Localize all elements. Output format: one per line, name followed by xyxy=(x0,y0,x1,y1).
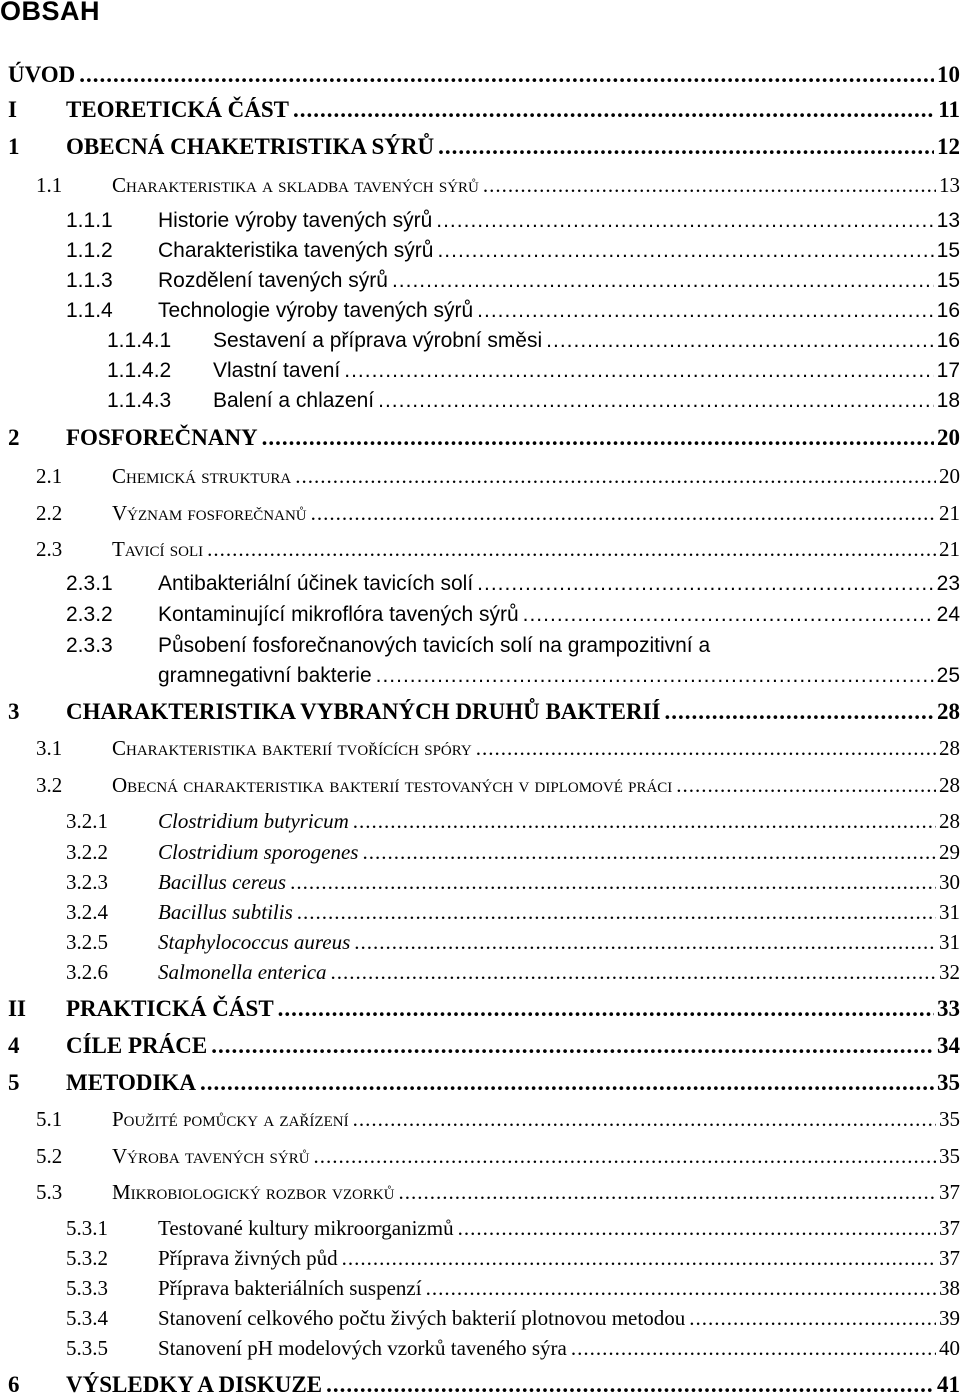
toc-entry-title: METODIKA xyxy=(66,1070,196,1095)
toc-entry[interactable] xyxy=(0,206,960,236)
toc-leader-dots xyxy=(211,1031,934,1061)
toc-page-number: 40 xyxy=(939,1336,960,1360)
toc-entry-number: 1.1.4.2 xyxy=(107,359,172,382)
toc-leader-dots xyxy=(399,1177,936,1207)
toc-entry-number: 3.1 xyxy=(36,736,63,760)
toc-entry-title: Výroba tavených sýrů xyxy=(112,1144,310,1168)
toc-entry-number: 2 xyxy=(8,425,20,450)
toc-entry[interactable] xyxy=(0,266,960,296)
toc-page-number: 24 xyxy=(936,603,960,626)
toc-entry[interactable] xyxy=(0,837,960,867)
toc-entry[interactable] xyxy=(0,60,960,90)
toc-entry-title: Použité pomůcky a zařízení xyxy=(112,1107,349,1131)
toc-page-number: 29 xyxy=(939,840,960,864)
toc-entry-title: CHARAKTERISTIKA VYBRANÝCH DRUHŮ BAKTERIÍ xyxy=(66,699,661,724)
toc-page-number: 37 xyxy=(939,1180,960,1204)
toc-entry-title: Obecná charakteristika bakterií testovaných v diplomové práci xyxy=(112,773,673,797)
toc-page-number: 28 xyxy=(939,809,960,833)
toc-entry[interactable] xyxy=(0,957,960,987)
toc-entry[interactable] xyxy=(0,569,960,599)
toc-entry-title: Charakteristika a skladba tavených sýrů xyxy=(112,173,479,197)
toc-entry[interactable] xyxy=(0,1243,960,1273)
toc-entry-title: Příprava bakteriálních suspenzí xyxy=(158,1276,422,1300)
toc-entry-title: OBECNÁ CHAKETRISTIKA SÝRŮ xyxy=(66,134,435,159)
toc-entry[interactable] xyxy=(0,326,960,356)
toc-entry[interactable] xyxy=(0,697,960,727)
toc-leader-dots xyxy=(476,733,936,763)
toc-entry[interactable] xyxy=(0,386,960,416)
toc-entry[interactable] xyxy=(0,1141,960,1171)
toc-entry-number: 3.2.4 xyxy=(66,900,108,924)
toc-entry[interactable] xyxy=(0,1333,960,1363)
toc-leader-dots xyxy=(207,534,936,564)
toc-page-number: 16 xyxy=(936,299,960,322)
toc-page-number: 31 xyxy=(939,900,960,924)
toc-leader-dots xyxy=(571,1333,936,1363)
toc-entry[interactable] xyxy=(0,170,960,200)
toc-entry[interactable] xyxy=(0,423,960,453)
toc-entry-title: Salmonella enterica xyxy=(158,960,327,984)
toc-page-number: 32 xyxy=(939,960,960,984)
toc-leader-dots xyxy=(311,498,936,528)
toc-page-number: 28 xyxy=(937,699,960,724)
toc-entry-title: Balení a chlazení xyxy=(213,389,375,412)
toc-entry-number: 5.1 xyxy=(36,1107,63,1131)
toc-entry-number: 5 xyxy=(8,1070,20,1095)
toc-entry-number: 3.2.1 xyxy=(66,809,108,833)
toc-entry-title: Příprava živných půd xyxy=(158,1246,338,1270)
toc-entry-title: Staphylococcus aureus xyxy=(158,930,351,954)
toc-entry[interactable] xyxy=(0,95,960,125)
toc-page-number: 20 xyxy=(939,464,960,488)
toc-entry-number: 5.2 xyxy=(36,1144,63,1168)
toc-entry-number: 2.1 xyxy=(36,464,63,488)
toc-page-number: 17 xyxy=(936,359,960,382)
toc-entry-number: 1.1.4.1 xyxy=(107,329,172,352)
toc-entry-title: TEORETICKÁ ČÁST xyxy=(66,97,290,122)
toc-leader-dots xyxy=(353,806,936,836)
toc-entry-number: 2.3 xyxy=(36,537,63,561)
toc-leader-dots xyxy=(297,897,936,927)
toc-leader-dots xyxy=(438,132,934,162)
toc-entry-title: Testované kultury mikroorganizmů xyxy=(158,1216,454,1240)
toc-leader-dots xyxy=(353,1104,936,1134)
toc-page-number: 21 xyxy=(939,501,960,525)
toc-entry-title: Bacillus cereus xyxy=(158,870,287,894)
toc-entry-number: 5.3.5 xyxy=(66,1336,108,1360)
toc-entry-number: 1.1.2 xyxy=(66,239,113,262)
toc-entry[interactable] xyxy=(0,994,960,1024)
toc-page-number: 35 xyxy=(939,1144,960,1168)
toc-page-number: 30 xyxy=(939,870,960,894)
toc-entry-number: 1.1.3 xyxy=(66,269,113,292)
toc-entry-number: 5.3.3 xyxy=(66,1276,108,1300)
toc-leader-dots xyxy=(458,1213,936,1243)
toc-leader-dots xyxy=(437,236,933,266)
toc-entry-number: 1.1.1 xyxy=(66,209,113,232)
toc-entry-title: Antibakteriální účinek tavicích solí xyxy=(158,572,474,595)
toc-entry-title: Stanovení pH modelových vzorků taveného sýra xyxy=(158,1336,567,1360)
toc-leader-dots xyxy=(314,1141,936,1171)
toc-entry-number: 1.1 xyxy=(36,173,63,197)
toc-entry-number: 1.1.4 xyxy=(66,299,113,322)
toc-entry-title: Mikrobiologický rozbor vzorků xyxy=(112,1180,395,1204)
toc-entry-number: 3 xyxy=(8,699,20,724)
toc-entry[interactable] xyxy=(0,461,960,491)
toc-entry[interactable] xyxy=(0,1303,960,1333)
toc-leader-dots xyxy=(676,770,936,800)
toc-entry-title: Bacillus subtilis xyxy=(158,900,293,924)
toc-page-number: 23 xyxy=(936,572,960,595)
toc-page-number: 28 xyxy=(939,736,960,760)
toc-page-number: 35 xyxy=(937,1070,960,1095)
toc-leader-dots xyxy=(342,1243,936,1273)
toc-page-number: 21 xyxy=(939,537,960,561)
toc-entry[interactable] xyxy=(0,132,960,162)
toc-entry-title: Rozdělení tavených sýrů xyxy=(158,269,388,292)
toc-entry-title: Tavicí soli xyxy=(112,537,204,561)
toc-entry-title: FOSFOREČNANY xyxy=(66,425,258,450)
toc-entry[interactable] xyxy=(0,236,960,266)
toc-page-number: 25 xyxy=(936,664,960,687)
toc-entry-title: Sestavení a příprava výrobní směsi xyxy=(213,329,543,352)
toc-entry[interactable] xyxy=(0,1213,960,1243)
toc-entry[interactable] xyxy=(0,867,960,897)
toc-page-number: 33 xyxy=(937,996,960,1021)
toc-page-number: 37 xyxy=(939,1246,960,1270)
toc-entry-title: ÚVOD xyxy=(8,62,76,87)
toc-entry[interactable] xyxy=(0,1104,960,1134)
toc-leader-dots xyxy=(392,266,934,296)
toc-page-number: 37 xyxy=(939,1216,960,1240)
toc-entry[interactable] xyxy=(0,1068,960,1098)
toc-page-number: 28 xyxy=(939,773,960,797)
toc-entry-title: Historie výroby tavených sýrů xyxy=(158,209,433,232)
toc-entry-number: 1 xyxy=(8,134,20,159)
toc-leader-dots xyxy=(262,423,934,453)
toc-leader-dots xyxy=(523,600,934,630)
toc-entry[interactable] xyxy=(0,806,960,836)
toc-entry-title: Význam fosforečnanů xyxy=(112,501,307,525)
toc-entry[interactable] xyxy=(0,1177,960,1207)
toc-leader-dots xyxy=(278,994,934,1024)
toc-entry-title: Technologie výroby tavených sýrů xyxy=(158,299,474,322)
page-title: OBSAH xyxy=(0,0,101,26)
toc-entry-title: Clostridium sporogenes xyxy=(158,840,359,864)
toc-entry-title: Clostridium butyricum xyxy=(158,809,349,833)
toc-leader-dots xyxy=(295,461,936,491)
toc-entry-number: 3.2.3 xyxy=(66,870,108,894)
toc-entry[interactable] xyxy=(0,600,960,630)
toc-entry-title: Vlastní tavení xyxy=(213,359,341,382)
toc-leader-dots xyxy=(354,927,936,957)
toc-entry-title: Charakteristika tavených sýrů xyxy=(158,239,434,262)
toc-entry-number: 4 xyxy=(8,1033,20,1058)
toc-entry-number: 2.3.1 xyxy=(66,572,113,595)
toc-entry[interactable] xyxy=(0,770,960,800)
toc-page-number: 31 xyxy=(939,930,960,954)
toc-entry[interactable] xyxy=(0,733,960,763)
toc-leader-dots xyxy=(426,1273,936,1303)
toc-entry[interactable] xyxy=(0,356,960,386)
toc-entry-number: 2.2 xyxy=(36,501,63,525)
toc-entry-title: Kontaminující mikroflóra tavených sýrů xyxy=(158,603,519,626)
toc-entry-number: 3.2.6 xyxy=(66,960,108,984)
toc-entry-number: 5.3.4 xyxy=(66,1306,108,1330)
toc-entry-number: 3.2 xyxy=(36,773,63,797)
toc-entry[interactable] xyxy=(0,534,960,564)
toc-page-number: 11 xyxy=(938,97,960,122)
toc-entry-number: 3.2.2 xyxy=(66,840,108,864)
toc-page-number: 38 xyxy=(939,1276,960,1300)
toc-page-number: 35 xyxy=(939,1107,960,1131)
toc-entry-number: 3.2.5 xyxy=(66,930,108,954)
toc-page-number: 39 xyxy=(939,1306,960,1330)
toc-entry-title: Stanovení celkového počtu živých bakterií plotnovou metodou xyxy=(158,1306,686,1330)
toc-entry-number: 2.3.3 xyxy=(66,634,113,657)
toc-leader-dots xyxy=(483,170,936,200)
toc-entry[interactable] xyxy=(0,927,960,957)
toc-leader-dots xyxy=(477,569,933,599)
toc-page-number: 34 xyxy=(937,1033,960,1058)
toc-page-number: 41 xyxy=(937,1372,960,1397)
toc-leader-dots xyxy=(546,326,933,356)
toc-leader-dots xyxy=(331,957,936,987)
toc-entry-title: PRAKTICKÁ ČÁST xyxy=(66,996,274,1021)
toc-page-number: 10 xyxy=(937,62,960,87)
toc-leader-dots xyxy=(290,867,936,897)
toc-leader-dots xyxy=(362,837,936,867)
toc-leader-dots xyxy=(664,697,934,727)
toc-entry-title: Působení fosforečnanových tavicích solí na grampozitivní a xyxy=(158,634,711,657)
toc-entry-number: 5.3.2 xyxy=(66,1246,108,1270)
toc-page-number: 16 xyxy=(936,329,960,352)
toc-entry-title: CÍLE PRÁCE xyxy=(66,1033,208,1058)
toc-leader-dots xyxy=(378,386,934,416)
toc-leader-dots xyxy=(689,1303,936,1333)
toc-entry-number: 6 xyxy=(8,1372,20,1397)
toc-leader-dots xyxy=(344,356,933,386)
toc-leader-dots xyxy=(436,206,933,236)
toc-entry[interactable] xyxy=(0,1031,960,1061)
toc-entry[interactable] xyxy=(0,296,960,326)
toc-entry-title: VÝSLEDKY A DISKUZE xyxy=(66,1372,323,1397)
toc-entry-number: 5.3 xyxy=(36,1180,63,1204)
toc-page-number: 15 xyxy=(936,239,960,262)
toc-page-number: 12 xyxy=(937,134,960,159)
toc-entry-title: Chemická struktura xyxy=(112,464,292,488)
toc-page-number: 13 xyxy=(936,209,960,232)
toc-leader-dots xyxy=(376,661,934,691)
toc-leader-dots xyxy=(477,296,933,326)
toc-entry[interactable] xyxy=(0,631,960,691)
toc-entry-number: 2.3.2 xyxy=(66,603,113,626)
toc-page-number: 15 xyxy=(936,269,960,292)
toc-entry-number: II xyxy=(8,996,26,1021)
toc-entry[interactable] xyxy=(0,1273,960,1303)
toc-entry[interactable] xyxy=(0,498,960,528)
toc-leader-dots xyxy=(200,1068,934,1098)
toc-leader-dots xyxy=(79,60,934,90)
toc-page-number: 20 xyxy=(937,425,960,450)
toc-page-number: 18 xyxy=(936,389,960,412)
toc-entry[interactable] xyxy=(0,897,960,927)
toc-entry-title: Charakteristika bakterií tvořících spóry xyxy=(112,736,472,760)
toc-entry-title-continued: gramnegativní bakterie xyxy=(158,664,372,687)
toc-entry-number: 5.3.1 xyxy=(66,1216,108,1240)
toc-page-number: 13 xyxy=(939,173,960,197)
toc-entry-number: 1.1.4.3 xyxy=(107,389,172,412)
toc-entry-number: I xyxy=(8,97,17,122)
toc-leader-dots xyxy=(293,95,935,125)
